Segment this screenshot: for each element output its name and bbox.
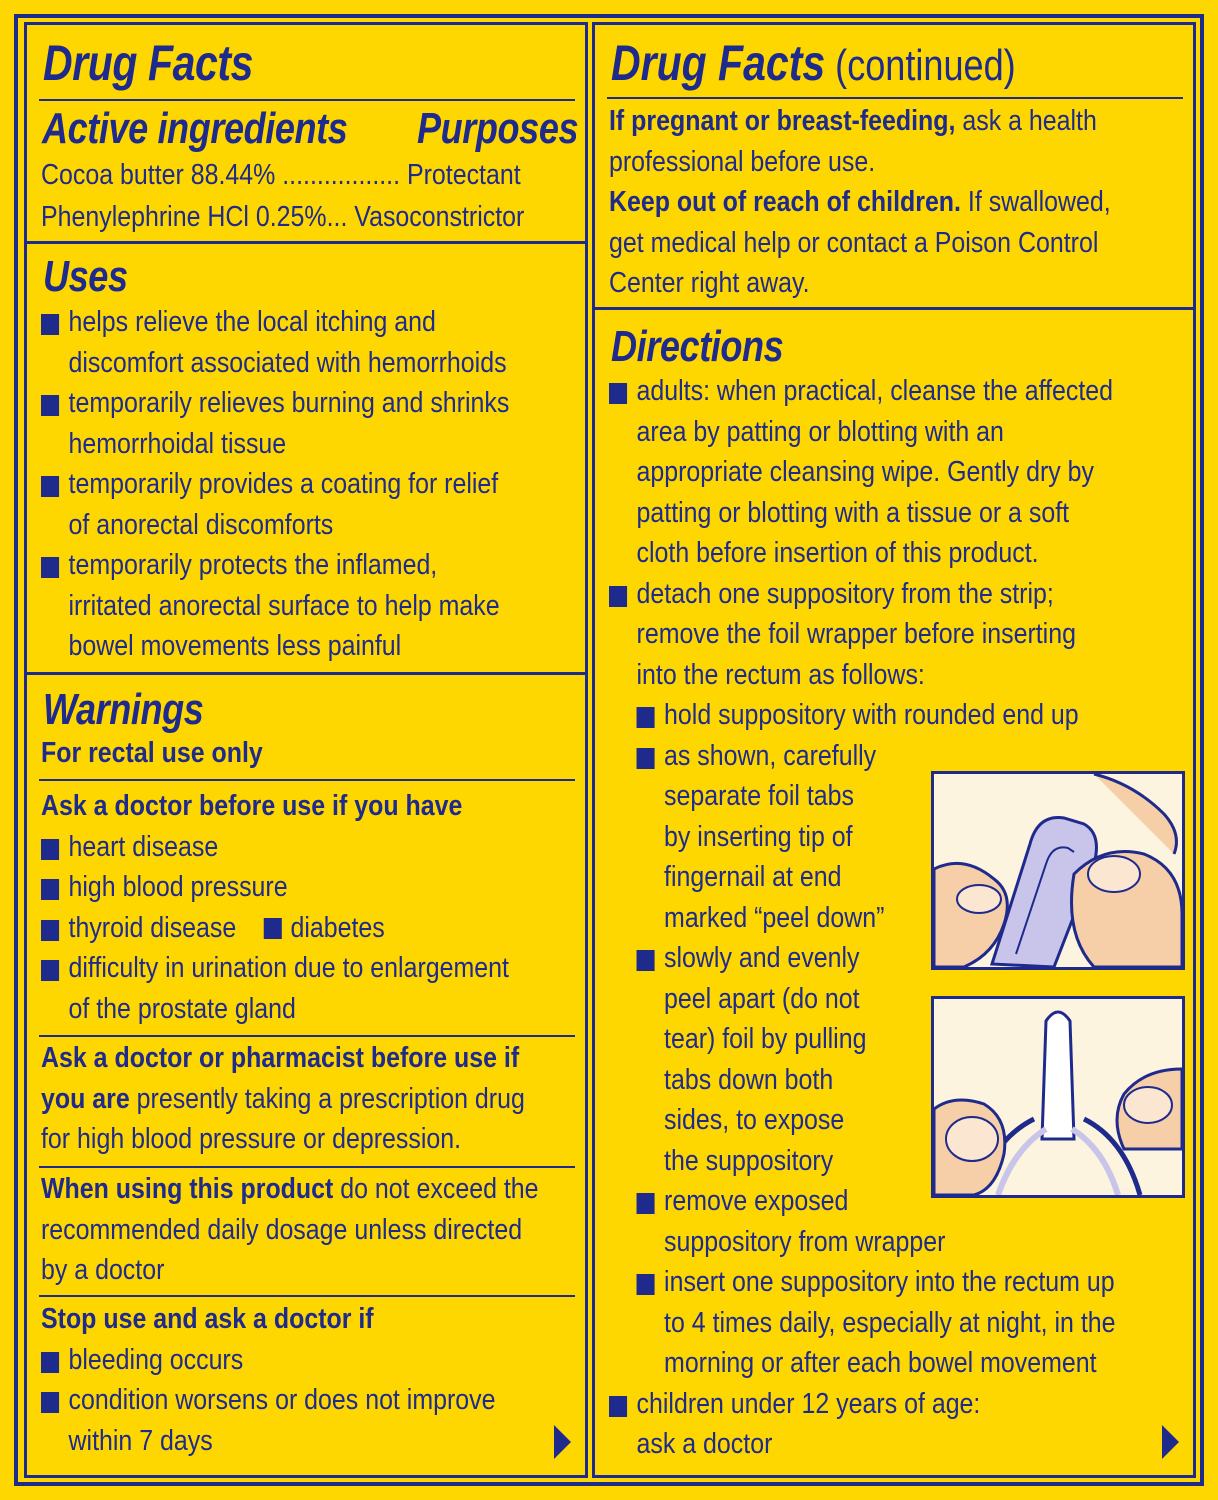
sub-list-item: remove exposed suppository from wrapper <box>637 1181 1116 1262</box>
list-item: heart disease <box>41 827 509 868</box>
active-ingredients-header: Active ingredients <box>42 104 348 153</box>
sub-list-item: slowly and evenly peel apart (do not tear) foil by pulling tabs down both sides, to expose the suppository <box>637 938 1116 1181</box>
bullet-square-icon <box>264 918 282 939</box>
continue-arrow-icon <box>1162 1425 1179 1459</box>
bullet-square-icon <box>41 879 59 900</box>
divider <box>39 779 575 781</box>
list-item: temporarily protects the inflamed, irritated anorectal surface to help make bowel movements less painful <box>41 545 509 667</box>
list-item: helps relieve the local itching and discomfort associated with hemorrhoids <box>41 302 509 383</box>
warnings-box <box>24 672 588 1478</box>
divider <box>39 99 575 101</box>
list-item: high blood pressure <box>41 867 509 908</box>
bullet-square-icon <box>609 1396 627 1417</box>
rectal-use-note: For rectal use only <box>41 737 263 769</box>
directions-box <box>592 307 1196 1478</box>
bullet-square-icon <box>637 748 655 769</box>
divider <box>39 1035 575 1037</box>
peel-down-illustration <box>931 771 1185 970</box>
bullet-square-icon <box>637 707 655 728</box>
bullet-square-icon <box>41 1392 59 1413</box>
sub-list-item: as shown, carefully separate foil tabs by inserting tip of fingernail at end marked “peel down” <box>637 736 1116 939</box>
sub-list-item: insert one suppository into the rectum up to 4 times daily, especially at night, in the morning or after each bowel movement <box>637 1262 1116 1384</box>
purposes-header: Purposes <box>417 104 579 153</box>
when-using-section: When using this product do not exceed the recommended daily dosage unless directed by a doctor <box>41 1173 539 1286</box>
ask-doctor-section <box>41 786 509 1029</box>
divider <box>39 1295 575 1297</box>
ingredient-line: Cocoa butter 88.44% ................. Protectant <box>41 159 521 191</box>
sub-list-item: hold suppository with rounded end up <box>637 695 1116 736</box>
bullet-square-icon <box>41 839 59 860</box>
list-item: condition worsens or does not improve within 7 days <box>41 1380 495 1461</box>
bullet-square-icon <box>41 476 59 497</box>
list-item: bleeding occurs <box>41 1340 495 1381</box>
continued-title-row: Drug Facts (continued) <box>611 35 1016 91</box>
uses-box <box>24 241 588 675</box>
bullet-square-icon <box>609 383 627 404</box>
continue-arrow-icon <box>554 1425 571 1459</box>
active-ingredients-box <box>24 22 588 244</box>
drug-facts-title: Drug Facts <box>43 35 254 91</box>
bullet-square-icon <box>41 557 59 578</box>
divider <box>607 97 1183 99</box>
stop-use-section <box>41 1299 495 1461</box>
bullet-square-icon <box>41 960 59 981</box>
list-item: thyroid disease diabetes <box>41 908 509 949</box>
hand-suppository-icon <box>934 999 1182 1195</box>
list-item: children under 12 years of age: ask a doctor <box>609 1384 1116 1465</box>
ask-doctor-title: Ask a doctor before use if you have <box>41 790 463 822</box>
divider <box>39 1166 575 1168</box>
uses-title: Uses <box>43 252 128 301</box>
bullet-square-icon <box>637 1193 655 1214</box>
bullet-square-icon <box>41 920 59 941</box>
stop-use-title: Stop use and ask a doctor if <box>41 1303 374 1335</box>
bullet-square-icon <box>41 314 59 335</box>
list-item: detach one suppository from the strip; remove the foil wrapper before inserting into the rectum as follows: <box>609 574 1116 696</box>
directions-title: Directions <box>611 322 784 371</box>
uses-list <box>41 302 509 667</box>
list-item: temporarily provides a coating for relief of anorectal discomforts <box>41 464 509 545</box>
hand-foil-tabs-icon <box>934 774 1182 967</box>
bullet-square-icon <box>637 1274 655 1295</box>
list-item: adults: when practical, cleanse the affected area by patting or blotting with an appropriate cleansing wipe. Gently dry by patting or blotting with a tissue or a soft cloth before insertion of this product. <box>609 371 1116 574</box>
pregnant-keep-out-text: If pregnant or breast-feeding, ask a health professional before use. Keep out of reach of children. If swallowed, get medical help or contact a Poison Control Center right away. <box>609 105 1111 299</box>
bullet-square-icon <box>609 586 627 607</box>
warnings-title: Warnings <box>43 685 204 734</box>
bullet-square-icon <box>41 1352 59 1373</box>
list-item: difficulty in urination due to enlargement of the prostate gland <box>41 948 509 1029</box>
ingredient-line: Phenylephrine HCl 0.25%... Vasoconstrictor <box>41 201 525 233</box>
list-item: temporarily relieves burning and shrinks hemorrhoidal tissue <box>41 383 509 464</box>
continued-box <box>592 22 1196 310</box>
ask-pharmacist-section: Ask a doctor or pharmacist before use if you are presently taking a prescription drug for high blood pressure or depression. <box>41 1042 525 1155</box>
bullet-square-icon <box>637 950 655 971</box>
bullet-square-icon <box>41 395 59 416</box>
peel-apart-illustration <box>931 996 1185 1198</box>
